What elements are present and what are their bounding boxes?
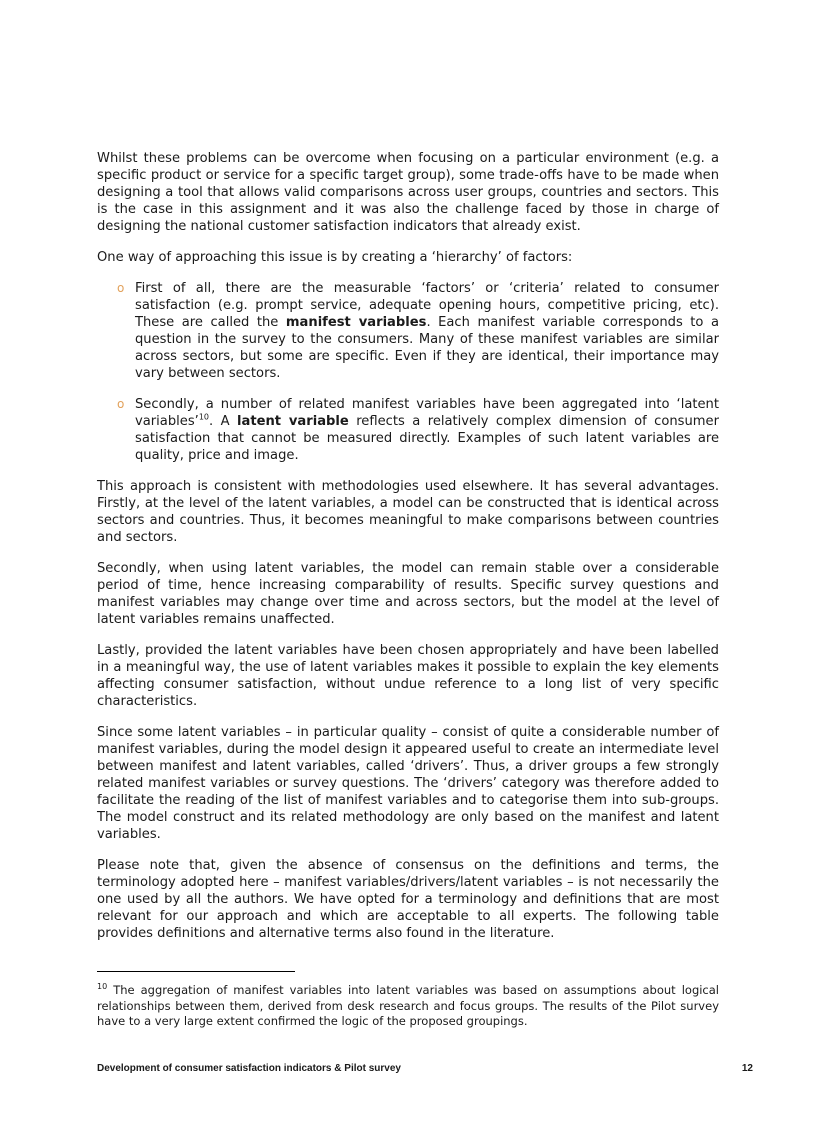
paragraph-drivers: Since some latent variables – in particular quality – consist of quite a considerable number of manifest variables, during the model design it appeared useful to create an intermediate level between manifest and latent variables, called ‘drivers’. Thus, a driver groups a few strongly related manifest variables or survey questions. The ‘drivers’ category was therefore added to facilitate the reading of the list of manifest variables and to categorise them into sub-groups. The model construct and its related methodology are only based on the manifest and latent variables. bbox=[97, 725, 719, 842]
paragraph-hierarchy-intro: One way of approaching this issue is by creating a ‘hierarchy’ of factors: bbox=[97, 250, 573, 265]
footnote-divider bbox=[97, 971, 295, 972]
footnote-reference[interactable]: 10 bbox=[198, 412, 209, 422]
page-number: 12 bbox=[741, 1063, 753, 1074]
paragraph-tradeoffs: Whilst these problems can be overcome when focusing on a particular environment (e.g. a specific product or service for a specific target group), some trade-offs have to be made when designing a tool that allows valid comparisons across user groups, countries and sectors. This is the case in this assignment and it was also the challenge faced by those in charge of designing the national customer satisfaction indicators that already exist. bbox=[97, 151, 719, 234]
footnote-10 bbox=[97, 983, 719, 1030]
bullet-circle-icon: o bbox=[117, 397, 125, 411]
list-item-manifest-variables bbox=[97, 280, 719, 382]
factor-hierarchy-list bbox=[97, 280, 719, 464]
page-footer bbox=[97, 1063, 753, 1074]
list-item-text: Secondly, a number of related manifest variables have been aggregated into ‘latent variables’$^{10}$. A latent variable reflects a relatively complex dimension of consumer satisfaction that cannot be measured directly. Examples of such latent variables are quality, price and image. bbox=[135, 397, 719, 463]
paragraph-terminology: Please note that, given the absence of consensus on the definitions and terms, the terminology adopted here – manifest variables/drivers/latent variables – is not necessarily the one used by all the authors. We have opted for a terminology and definitions that are most relevant for our approach and which are acceptable to all experts. The following table provides definitions and alternative terms also found in the literature. bbox=[97, 858, 719, 941]
page-body bbox=[97, 150, 719, 942]
bullet-circle-icon: o bbox=[117, 281, 125, 295]
list-item-latent-variables bbox=[97, 396, 719, 464]
footnote-number: 10 bbox=[97, 982, 108, 992]
list-item-text: First of all, there are the measurable ‘factors’ or ‘criteria’ related to consumer satisfaction (e.g. prompt service, adequate opening hours, competitive pricing, etc). These are called the manifest variables. Each manifest variable corresponds to a question in the survey to the consumers. Many of these manifest variables are similar across sectors, but some are specific. Even if they are identical, their importance may vary between sectors. bbox=[135, 281, 719, 381]
paragraph-stability: Secondly, when using latent variables, the model can remain stable over a considerable period of time, hence increasing comparability of results. Specific survey questions and manifest variables may change over time and across sectors, but the model at the level of latent variables remains unaffected. bbox=[97, 561, 719, 627]
term-latent-variable: latent variable bbox=[237, 414, 349, 429]
paragraph-approach: This approach is consistent with methodologies used elsewhere. It has several advantages. Firstly, at the level of the latent variables, a model can be constructed that is identical across sectors and countries. Thus, it becomes meaningful to make comparisons between countries and sectors. bbox=[97, 479, 719, 545]
term-manifest-variables: manifest variables bbox=[285, 315, 427, 330]
paragraph-labelling: Lastly, provided the latent variables have been chosen appropriately and have been labelled in a meaningful way, the use of latent variables makes it possible to explain the key elements affecting consumer satisfaction, without undue reference to a long list of very specific characteristics. bbox=[97, 643, 719, 709]
footnote-text: The aggregation of manifest variables into latent variables was based on assumptions about logical relationships between them, derived from desk research and focus groups. The results of the Pilot survey have to a very large extent confirmed the logic of the proposed groupings. bbox=[97, 983, 719, 1028]
footer-title: Development of consumer satisfaction indicators & Pilot survey bbox=[97, 1063, 401, 1074]
